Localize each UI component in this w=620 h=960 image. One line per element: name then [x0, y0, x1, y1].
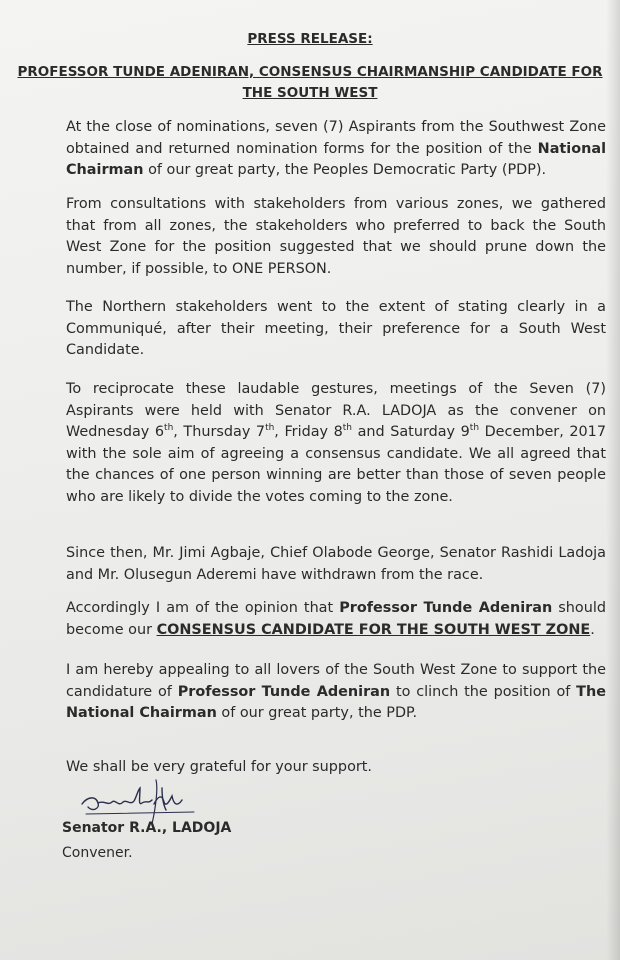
paragraph-opinion: Accordingly I am of the opinion that Professor Tunde Adeniran should become our CONSENSUS CANDIDATE FOR THE SOUTH WEST ZONE. [66, 600, 606, 638]
paragraph-nominations: At the close of nominations, seven (7) Aspirants from the Southwest Zone obtained and returned nomination forms for the position of the National Chairman of our great party, the Peoples Democratic Party (PDP). [66, 119, 606, 178]
paragraph-northern-stakeholders: The Northern stakeholders went to the extent of stating clearly in a Communiqué, after their meeting, their preference for a South West Candidate. [66, 299, 606, 358]
document-title: PRESS RELEASE: [247, 31, 373, 47]
page-edge-shadow [606, 0, 620, 960]
document-subtitle: PROFESSOR TUNDE ADENIRAN, CONSENSUS CHAIRMANSHIP CANDIDATE FOR THE SOUTH WEST [17, 64, 603, 101]
handwritten-signature [78, 776, 198, 826]
signatory-name: Senator R.A., LADOJA [62, 820, 232, 836]
paragraph-consultations: From consultations with stakeholders from various zones, we gathered that from all zones, the stakeholders who preferred to back the South West Zone for the position suggested that we should prune down the number, if possible, to ONE PERSON. [66, 196, 606, 277]
signatory-role: Convener. [62, 845, 133, 861]
paragraph-meetings: To reciprocate these laudable gestures, meetings of the Seven (7) Aspirants were held with Senator R.A. LADOJA as the convener on Wednesday 6th, Thursday 7th, Friday 8th and Saturday 9th December, 2017 with the sole aim of agreeing a consensus candidate. We all agreed that the chances of one person winning are better than those of seven people who are likely to divide the votes coming to the zone. [66, 381, 606, 505]
paragraph-appeal: I am hereby appealing to all lovers of the South West Zone to support the candidature of Professor Tunde Adeniran to clinch the position of The National Chairman of our great party, the PDP. [66, 662, 606, 721]
paragraph-gratitude: We shall be very grateful for your support. [66, 759, 373, 775]
paragraph-withdrawals: Since then, Mr. Jimi Agbaje, Chief Olabode George, Senator Rashidi Ladoja and Mr. Olusegun Aderemi have withdrawn from the race. [66, 545, 606, 583]
